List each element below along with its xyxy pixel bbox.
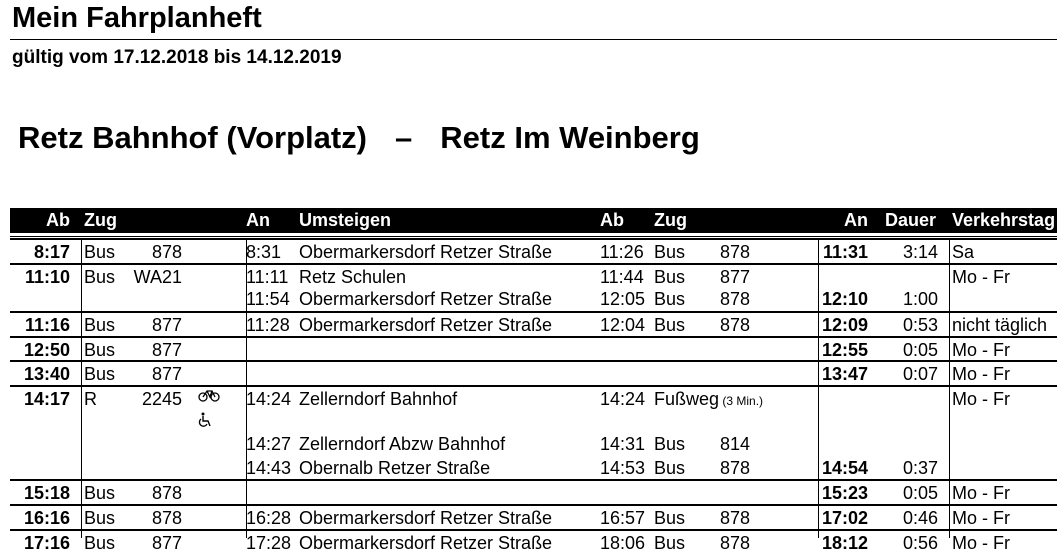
cell-num2: 877 — [720, 267, 751, 287]
cell-ab2: 14:31 — [600, 434, 646, 454]
cell-mode: Bus — [84, 508, 116, 528]
col-an2: An — [844, 210, 868, 230]
cell-an1: 8:31 — [246, 242, 282, 262]
cell-num: 878 — [151, 483, 182, 503]
cell-arr: 12:09 — [821, 315, 868, 335]
cell-ab: 11:16 — [24, 315, 70, 335]
cell-num: 2245 — [141, 389, 182, 409]
cell-mode: Bus — [84, 364, 116, 384]
cell-mode: Bus — [84, 483, 116, 503]
column-separator — [246, 238, 247, 538]
cell-ab2: 11:26 — [600, 242, 644, 262]
col-zug2: Zug — [654, 210, 687, 230]
cell-num2: 878 — [720, 315, 751, 335]
cell-mode: Bus — [84, 267, 116, 287]
cell-mode2: Bus — [654, 242, 686, 262]
cell-an1: 14:43 — [246, 458, 292, 478]
cell-stop: Zellerndorf Abzw Bahnhof — [299, 434, 506, 454]
table-row — [10, 432, 1057, 456]
cell-ab2: 12:05 — [600, 289, 646, 309]
cell-mode: R — [84, 389, 97, 409]
cell-an1: 17:28 — [246, 533, 292, 553]
table-row — [10, 385, 1057, 411]
cell-days: Mo - Fr — [952, 364, 1010, 384]
cell-an1: 11:28 — [246, 315, 290, 335]
cell-num: WA21 — [133, 267, 182, 287]
cell-an1: 11:54 — [246, 289, 290, 309]
cell-an1: 11:11 — [246, 267, 289, 287]
cell-stop: Obermarkersdorf Retzer Straße — [299, 315, 553, 335]
cell-dur: 0:07 — [902, 364, 938, 384]
col-umsteigen: Umsteigen — [299, 210, 392, 230]
cell-dur: 3:14 — [902, 242, 938, 262]
cell-dur: 0:37 — [902, 458, 938, 478]
cell-num2: 878 — [720, 289, 751, 309]
cell-days: Sa — [952, 242, 975, 262]
wheelchair-icon — [198, 412, 212, 431]
cell-stop: Obernalb Retzer Straße — [299, 458, 491, 478]
cell-ab2: 11:44 — [600, 267, 644, 287]
cell-days: Mo - Fr — [952, 389, 1010, 409]
cell-num: 877 — [151, 364, 182, 384]
cell-stop: Zellerndorf Bahnhof — [299, 389, 458, 409]
column-separator — [949, 238, 950, 538]
cell-stop: Retz Schulen — [299, 267, 407, 287]
cell-ab: 11:10 — [24, 267, 70, 287]
cell-arr: 18:12 — [821, 533, 868, 553]
cell-stop: Obermarkersdorf Retzer Straße — [299, 508, 553, 528]
cell-ab2: 16:57 — [600, 508, 646, 528]
cell-mode: Bus — [84, 340, 116, 360]
cell-ab: 17:16 — [23, 533, 70, 553]
cell-arr: 13:47 — [821, 364, 868, 384]
cell-ab2: 14:24 — [600, 389, 646, 409]
route-to: Retz Im Weinberg — [440, 120, 700, 155]
cell-an1: 14:24 — [246, 389, 292, 409]
cell-dur: 0:56 — [902, 533, 938, 553]
table-row — [10, 479, 1057, 505]
cell-ab: 8:17 — [33, 242, 70, 262]
bicycle-icon — [198, 388, 220, 405]
column-separator — [81, 238, 82, 538]
table-row — [10, 456, 1057, 480]
cell-dur: 0:53 — [902, 315, 938, 335]
col-verkehrstage: Verkehrstag — [952, 210, 1056, 230]
cell-ab: 14:17 — [23, 389, 70, 409]
cell-num: 877 — [151, 315, 182, 335]
cell-stop: Obermarkersdorf Retzer Straße — [299, 533, 553, 553]
col-ab2: Ab — [600, 210, 624, 230]
cell-dur: 0:05 — [902, 483, 938, 503]
col-an: An — [246, 210, 270, 230]
col-ab: Ab — [46, 210, 70, 230]
cell-days: Mo - Fr — [952, 533, 1010, 553]
cell-mode2: Bus — [654, 533, 686, 553]
cell-mode2: Bus — [654, 458, 686, 478]
cell-days: Mo - Fr — [952, 483, 1010, 503]
cell-days: Mo - Fr — [952, 267, 1010, 287]
cell-days: nicht täglich — [952, 315, 1048, 335]
table-row — [10, 529, 1057, 555]
walk-duration-note: (3 Min.) — [719, 394, 764, 408]
cell-ab: 15:18 — [23, 483, 70, 503]
table-row — [10, 311, 1057, 337]
cell-mode: Bus — [84, 242, 116, 262]
cell-an1: 14:27 — [246, 434, 292, 454]
cell-num2: 878 — [720, 533, 751, 553]
cell-arr: 14:54 — [821, 458, 868, 478]
cell-ab2: 14:53 — [600, 458, 646, 478]
cell-ab2: 18:06 — [600, 533, 646, 553]
cell-mode2: Bus — [654, 434, 686, 454]
col-dauer: Dauer — [885, 210, 937, 230]
cell-arr: 17:02 — [821, 508, 868, 528]
table-header — [10, 208, 1057, 233]
cell-dur: 0:46 — [902, 508, 938, 528]
cell-mode2: Fußweg (3 Min.) — [654, 389, 764, 409]
cell-days: Mo - Fr — [952, 508, 1010, 528]
cell-ab: 16:16 — [23, 508, 70, 528]
table-row — [10, 504, 1057, 530]
cell-mode: Bus — [84, 315, 116, 335]
cell-mode2: Bus — [654, 267, 686, 287]
table-row — [10, 336, 1057, 362]
cell-mode2: Bus — [654, 508, 686, 528]
cell-dur: 0:05 — [902, 340, 938, 360]
cell-num: 878 — [151, 508, 182, 528]
cell-stop: Obermarkersdorf Retzer Straße — [299, 242, 553, 262]
cell-mode2: Bus — [654, 315, 686, 335]
cell-an1: 16:28 — [246, 508, 292, 528]
table-row — [10, 360, 1057, 386]
validity-text: gültig vom 17.12.2018 bis 14.12.2019 — [12, 47, 342, 68]
cell-num: 878 — [151, 242, 182, 262]
cell-mode2: Bus — [654, 289, 686, 309]
cell-num2: 878 — [720, 508, 751, 528]
cell-ab: 12:50 — [23, 340, 70, 360]
cell-arr: 15:23 — [821, 483, 868, 503]
cell-num2: 878 — [720, 458, 751, 478]
cell-mode: Bus — [84, 533, 116, 553]
cell-dur: 1:00 — [902, 289, 938, 309]
table-row — [10, 287, 1057, 311]
cell-ab2: 12:04 — [600, 315, 646, 335]
table-row — [10, 238, 1057, 264]
cell-days: Mo - Fr — [952, 340, 1010, 360]
cell-arr: 12:10 — [821, 289, 868, 309]
col-zug: Zug — [84, 210, 117, 230]
route-from: Retz Bahnhof (Vorplatz) — [18, 120, 368, 155]
cell-arr: 12:55 — [821, 340, 868, 360]
title-rule — [10, 39, 1057, 40]
cell-num2: 814 — [720, 434, 751, 454]
page-title: Mein Fahrplanheft — [12, 2, 262, 34]
route-title — [18, 120, 700, 156]
cell-num: 877 — [151, 340, 182, 360]
cell-num: 877 — [151, 533, 182, 553]
cell-arr: 11:31 — [822, 242, 868, 262]
cell-num2: 878 — [720, 242, 751, 262]
table-row — [10, 263, 1057, 289]
cell-stop: Obermarkersdorf Retzer Straße — [299, 289, 553, 309]
column-separator — [818, 238, 819, 538]
cell-ab: 13:40 — [23, 364, 70, 384]
header-rule — [10, 236, 1057, 237]
route-dash: – — [395, 120, 413, 155]
